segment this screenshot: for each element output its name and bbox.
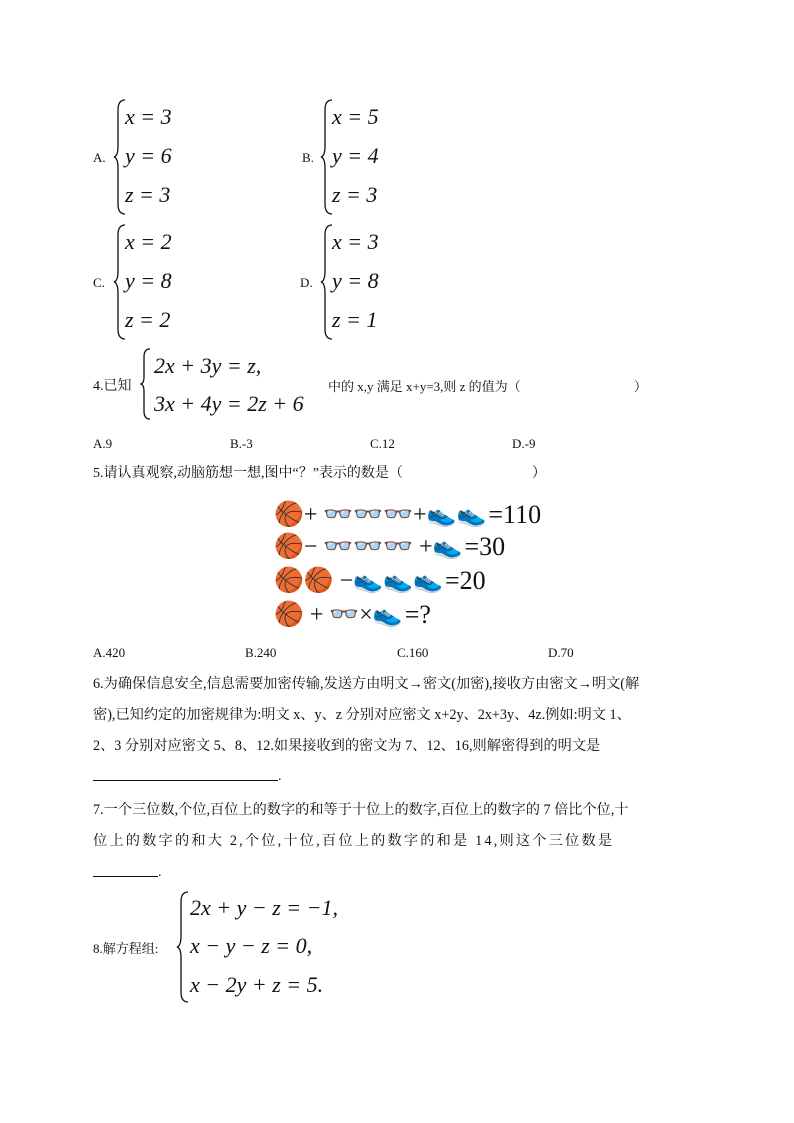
option-b-eq2: y = 4 (332, 143, 379, 168)
q5-choice-c[interactable]: C.160 (397, 645, 429, 660)
option-d-label[interactable]: D. (300, 275, 313, 290)
q6-end-period: . (278, 769, 282, 784)
option-d-eq3: z = 1 (332, 307, 378, 332)
q8-system (176, 890, 376, 1004)
option-d-eq1: x = 3 (332, 229, 379, 254)
q4-choice-d[interactable]: D.-9 (512, 436, 536, 451)
left-brace-icon (176, 890, 190, 1004)
q5-choice-a[interactable]: A.420 (93, 645, 126, 660)
option-c-eq2: y = 8 (125, 268, 172, 293)
q7-line1: 7.一个三位数,个位,百位上的数字的和等于十位上的数字,百位上的数字的 7 倍比个位,十 (93, 802, 629, 818)
q7-answer-blank[interactable] (93, 876, 158, 877)
option-a-eq3: z = 3 (125, 182, 171, 207)
option-b-eq3: z = 3 (332, 182, 378, 207)
q4-system (140, 347, 330, 421)
q4-choice-a[interactable]: A.9 (93, 436, 113, 451)
option-a-eq2: y = 6 (125, 143, 172, 168)
q4-eq2: 3x + 4y = 2z + 6 (154, 391, 304, 416)
q6-answer-blank[interactable] (93, 780, 278, 781)
option-c-eq1: x = 2 (125, 229, 172, 254)
picture-equation-row-4-rhs: =? (404, 600, 431, 629)
picture-equation-row-3 (272, 566, 486, 596)
option-c-system (113, 223, 203, 341)
option-b-system (320, 98, 410, 216)
q4-close-paren: ） (634, 379, 648, 394)
q4-eq1: 2x + 3y = z, (154, 353, 262, 378)
q8-eq2: x − y − z = 0, (190, 933, 313, 958)
option-c-label[interactable]: C. (93, 275, 105, 290)
q4-suffix: 中的 x,y 满足 x+y=3,则 z 的值为（ (328, 379, 521, 394)
option-d-system (320, 223, 410, 341)
q6-line2: 密),已知约定的加密规律为:明文 x、y、z 分别对应密文 x+2y、2x+3y、4z.例如:明文 1、 (93, 707, 631, 723)
option-a-eq1: x = 3 (125, 104, 172, 129)
picture-equation-row-3-rhs: =20 (444, 566, 486, 595)
q5-choice-d[interactable]: D.70 (548, 645, 574, 660)
picture-equation-row-3-lhs: 🏀🏀 −👟👟👟 (274, 568, 443, 594)
q6-line1: 6.为确保信息安全,信息需要加密传输,发送方由明文→密文(加密),接收方由密文→明文(解 (93, 676, 640, 692)
q5-close-paren: ） (532, 466, 546, 481)
picture-equation-row-2-lhs: 🏀− 👓👓👓 +👟 (274, 534, 463, 560)
picture-equation-row-1 (272, 500, 541, 530)
picture-equation-row-4 (272, 600, 431, 630)
option-b-label[interactable]: B. (302, 150, 314, 165)
q5-text: 5.请认真观察,动脑筋想一想,图中“？”表示的数是（ (93, 466, 403, 481)
q4-prefix: 4.已知 (93, 379, 132, 394)
left-brace-icon (140, 347, 152, 421)
q5-choice-b[interactable]: B.240 (245, 645, 277, 660)
picture-equation-row-4-lhs: 🏀 + 👓×👟 (274, 602, 403, 628)
option-d-eq2: y = 8 (332, 268, 379, 293)
picture-equation-row-1-rhs: =110 (488, 500, 542, 529)
q8-eq1: 2x + y − z = −1, (190, 895, 338, 920)
option-a-label[interactable]: A. (93, 150, 106, 165)
picture-equation-row-2-rhs: =30 (464, 532, 506, 561)
q7-line2: 位上的数字的和大 2,个位,十位,百位上的数字的和是 14,则这个三位数是 (93, 833, 615, 849)
option-b-eq1: x = 5 (332, 104, 379, 129)
option-a-system (113, 98, 203, 216)
picture-equation-row-1-lhs: 🏀+ 👓👓👓+👟👟 (274, 502, 487, 528)
q4-choice-c[interactable]: C.12 (370, 436, 395, 451)
picture-equation-row-2 (272, 532, 505, 562)
q8-eq3: x − 2y + z = 5. (190, 972, 324, 997)
q8-prefix: 8.解方程组: (93, 941, 159, 956)
q4-choice-b[interactable]: B.-3 (230, 436, 253, 451)
q7-end-period: . (158, 865, 162, 880)
option-c-eq3: z = 2 (125, 307, 171, 332)
q6-line3: 2、3 分别对应密文 5、8、12.如果接收到的密文为 7、12、16,则解密得到的明文是 (93, 738, 601, 754)
